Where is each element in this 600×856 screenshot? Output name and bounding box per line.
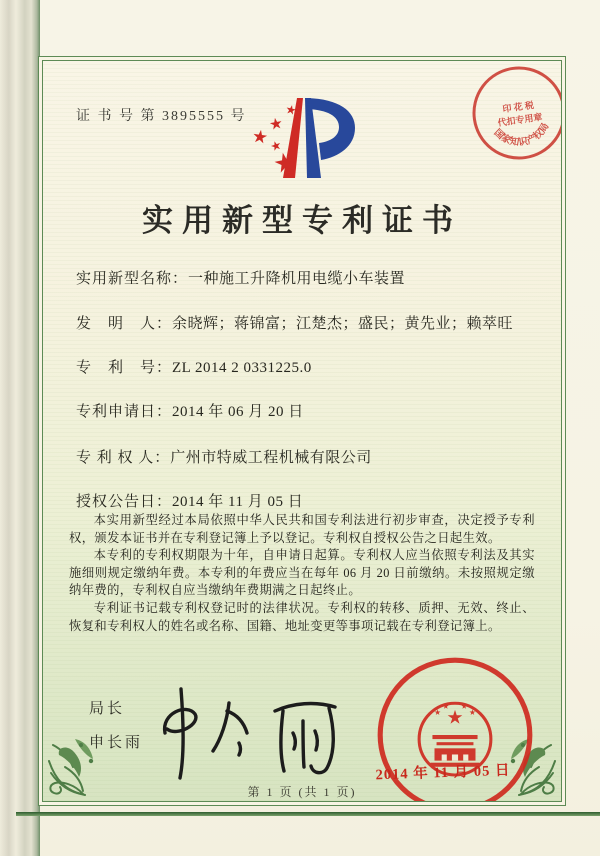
field-utility-model-name [76, 267, 405, 288]
page-bottom-edge [16, 812, 600, 816]
tax-stamp-center-line2: 代扣专用章 [496, 111, 543, 129]
legal-paragraph: 本专利的专利权期限为十年，自申请日起算。专利权人应当依照专利法及其实施细则规定缴纳年费。本专利的年费应当在每年 06 月 20 日前缴纳。未按照规定缴纳年费的，专利权自应当缴纳年费期满之日起终止。 [69, 548, 535, 598]
field-label: 发 明 人： [76, 316, 173, 332]
field-patentee [76, 446, 372, 467]
director-signature [143, 681, 343, 786]
field-value: 广州市特威工程机械有限公司 [170, 450, 372, 466]
tax-stamp-ring-bottom-text: 国家知识产权局 [491, 121, 552, 149]
stamp-tax-seal [463, 60, 562, 169]
field-inventors [76, 312, 513, 333]
legal-text [69, 512, 535, 635]
field-label: 实用新型名称： [76, 271, 189, 287]
field-filing-date [76, 400, 304, 421]
legal-paragraph: 专利证书记载专利权登记时的法律状况。专利权的转移、质押、无效、终止、恢复和专利权人的姓名或名称、国籍、地址变更等事项记载在专利登记簿上。 [69, 600, 535, 633]
field-value: ZL 2014 2 0331225.0 [172, 360, 312, 376]
field-value: 余晓辉；蒋锦富；江楚杰；盛民；黄先业；赖萃旺 [172, 316, 514, 332]
tax-stamp-center-line1: 印 花 税 [501, 99, 535, 115]
certificate-frame [38, 56, 566, 806]
field-label: 专 利 权 人： [76, 450, 171, 466]
field-label: 专 利 号： [76, 360, 173, 376]
field-value: 2014 年 06 月 20 日 [172, 404, 304, 420]
cnipa-logo-icon [241, 83, 365, 193]
director-title: 局长 [89, 701, 126, 717]
seal-date: 2014 年 11 月 05 日 [375, 762, 511, 784]
legal-paragraph: 本实用新型经过本局依照中华人民共和国专利法进行初步审查，决定授予专利权，颁发本证书并在专利登记簿上予以登记。专利权自授权公告之日起生效。 [69, 513, 535, 545]
booklet-spine [0, 0, 40, 856]
field-label: 专利申请日： [76, 404, 173, 420]
field-value: 一种施工升降机用电缆小车装置 [188, 271, 406, 287]
certificate-body [42, 60, 562, 802]
director-name: 申长雨 [89, 735, 144, 751]
director-block [89, 697, 143, 765]
field-grant-date [76, 490, 303, 511]
page-number: 第 1 页 (共 1 页) [247, 785, 357, 799]
certificate-title: 实用新型专利证书 [142, 203, 462, 238]
field-patent-number [76, 356, 312, 377]
field-label: 授权公告日： [76, 494, 173, 510]
field-value: 2014 年 11 月 05 日 [172, 494, 304, 510]
certificate-number: 证 书 号 第 3895555 号 [76, 109, 247, 124]
